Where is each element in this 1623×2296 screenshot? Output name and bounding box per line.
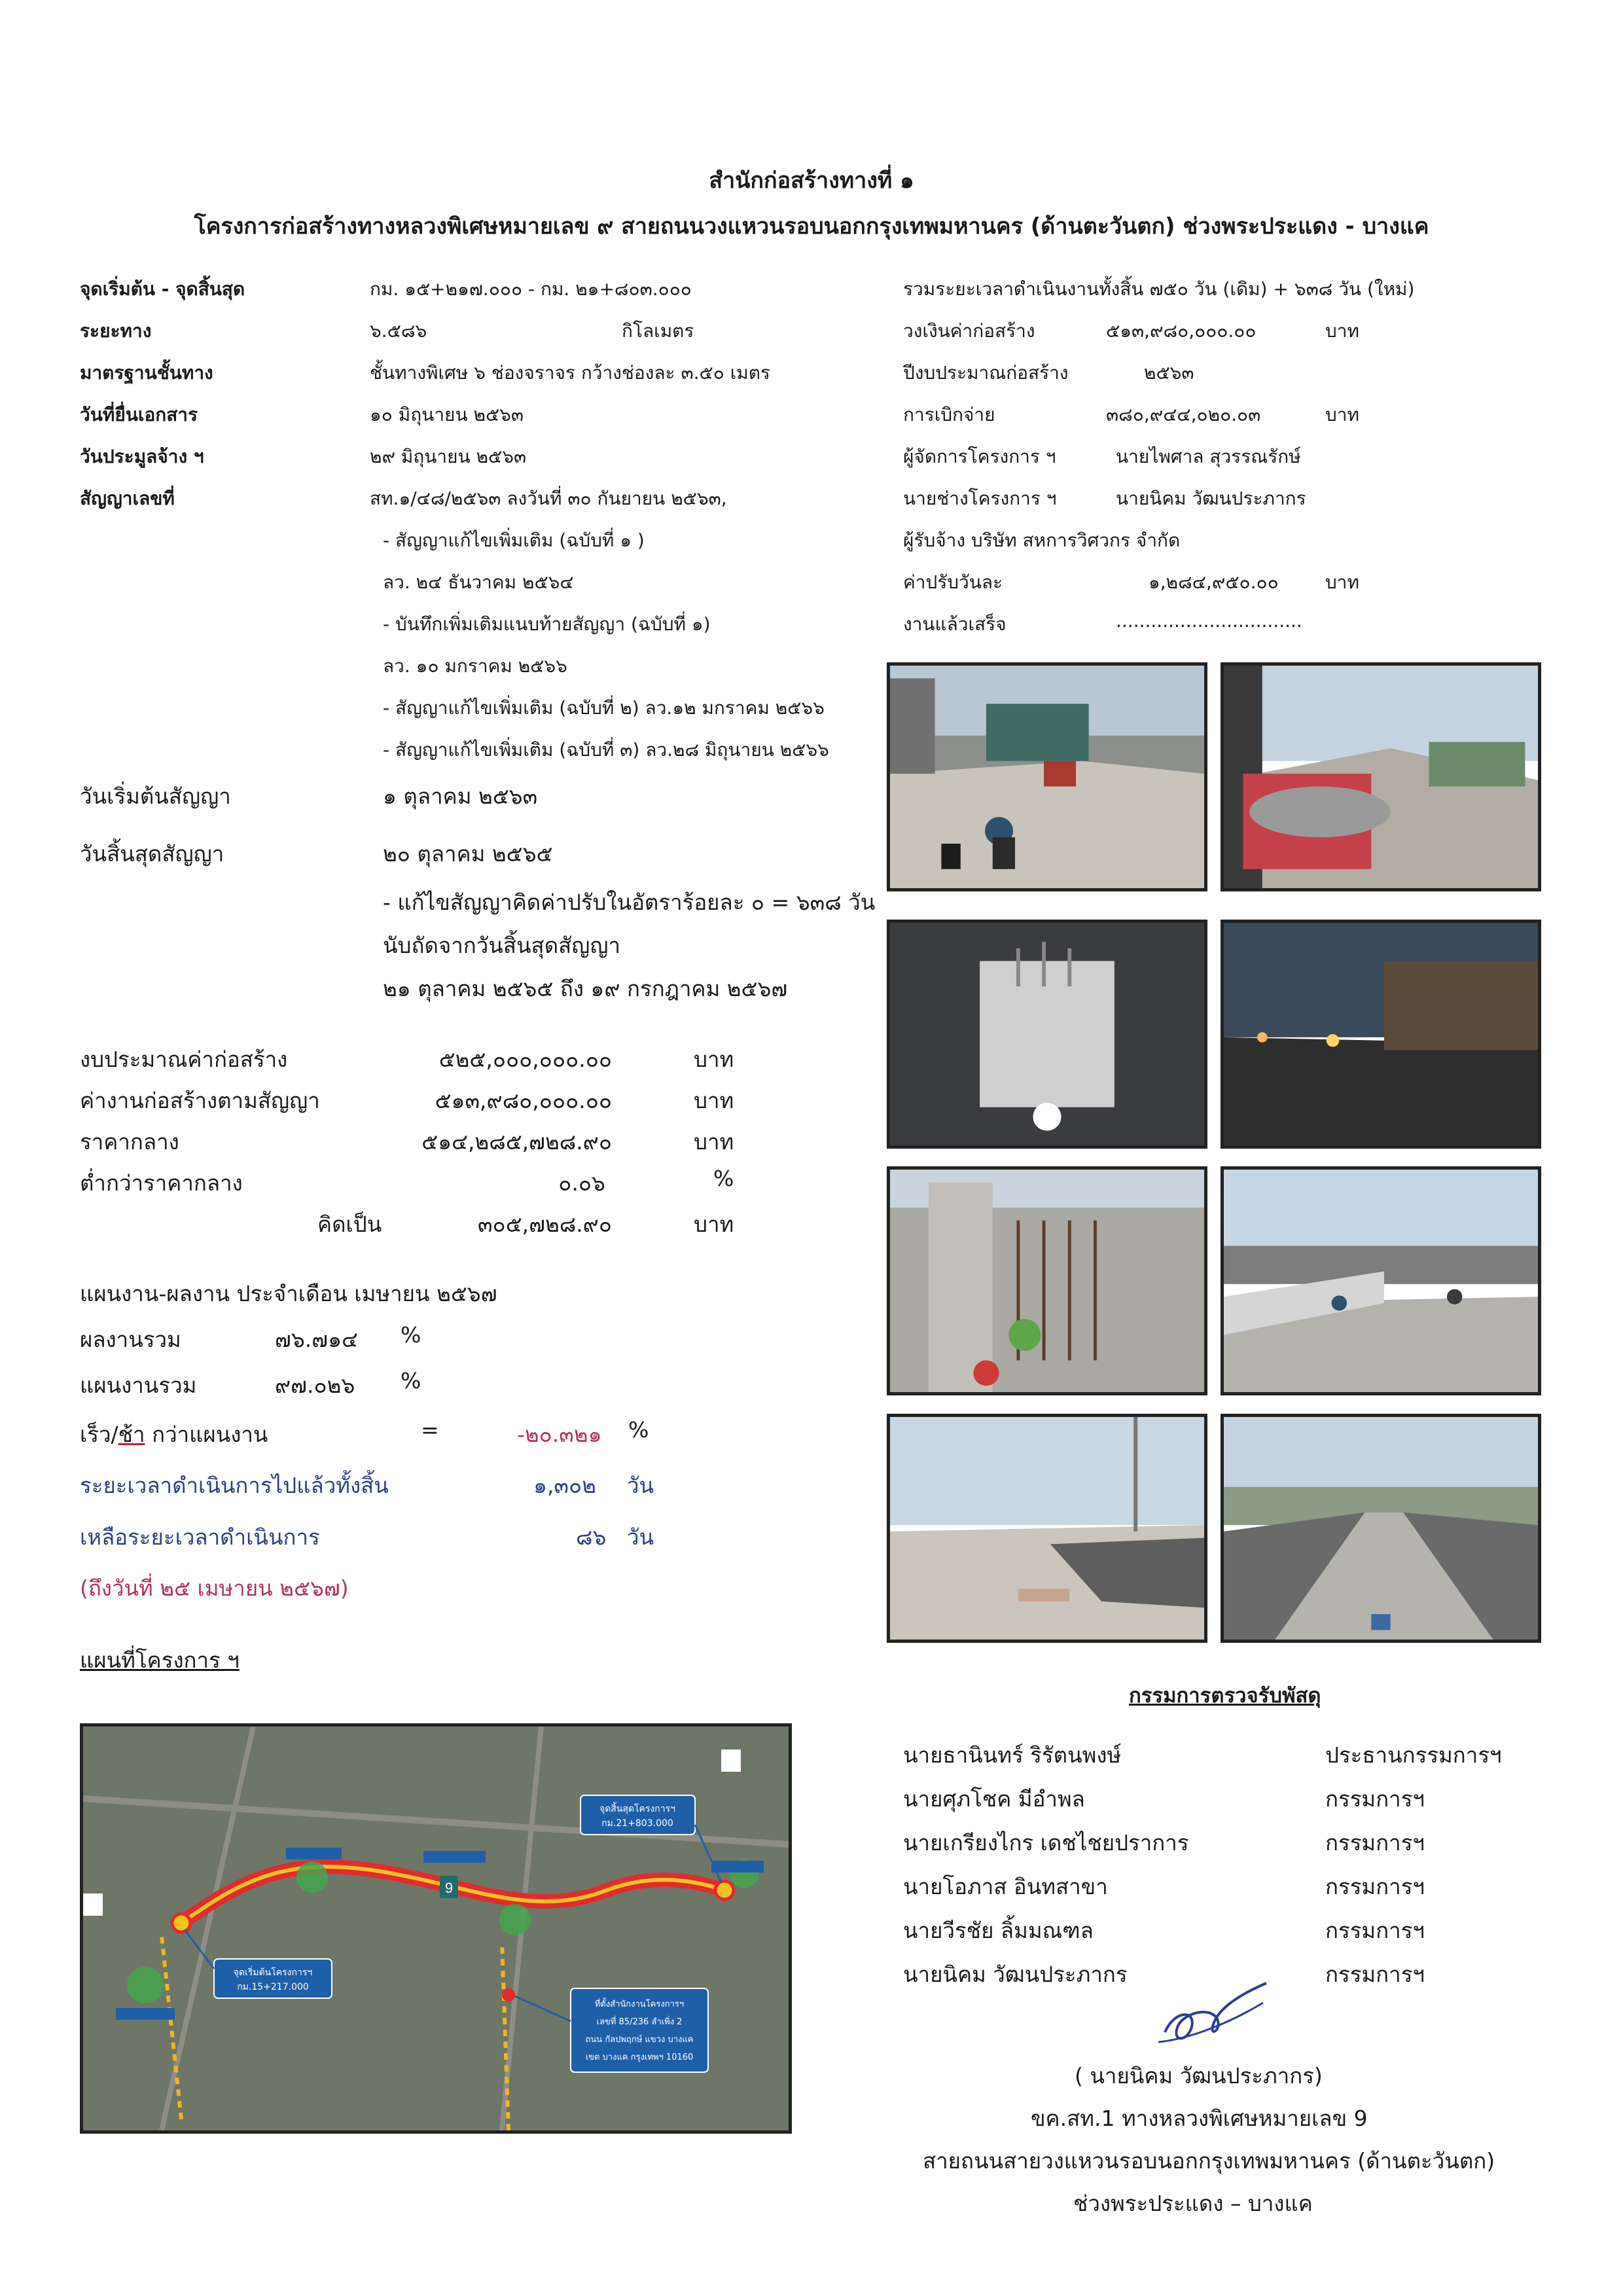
site-photo-7 (887, 1414, 1207, 1643)
diff-equals: = (421, 1417, 439, 1443)
site-photo-5 (887, 1166, 1207, 1395)
map-heading: แผนที่โครงการ ฯ (80, 1647, 240, 1673)
start-box-line: กม.15+217.000 (237, 1982, 309, 1992)
amount-unit: บาท (1325, 320, 1359, 342)
budget-label: ราคากลาง (80, 1129, 179, 1155)
end-box-line: จุดสิ้นสุดโครงการฯ (599, 1804, 676, 1814)
site-photo-3 (887, 920, 1207, 1149)
contract-start-label: วันเริ่มต้นสัญญา (80, 783, 231, 809)
disburse-unit: บาท (1325, 404, 1359, 425)
contract-label: สัญญาเลขที่ (80, 488, 175, 509)
budget-unit: บาท (694, 1129, 734, 1155)
bid-value: ๒๙ มิถุนายน ๒๕๖๓ (370, 446, 527, 467)
penalty-line: ๒๑ ตุลาคม ๒๕๖๕ ถึง ๑๙ กรกฎาคม ๒๕๖๗ (383, 976, 788, 1001)
actual-unit: % (401, 1322, 421, 1348)
planned-unit: % (401, 1368, 421, 1393)
budget-unit: % (713, 1166, 734, 1191)
total-time: รวมระยะเวลาดำเนินงานทั้งสิ้น ๗๕๐ วัน (เดิม) + ๖๓๘ วัน (ใหม่) (903, 278, 1415, 300)
end-point-icon (715, 1881, 734, 1899)
done-label: งานแล้วเสร็จ (903, 613, 1007, 635)
submit-label: วันที่ยื่นเอกสาร (80, 404, 198, 425)
diff-value: -๒๐.๓๒๑ (517, 1422, 602, 1447)
member-name: นายนิคม วัฒนประภากร (903, 1962, 1128, 1987)
budget-value: ๓๐๕,๗๒๘.๙๐ (478, 1211, 612, 1237)
contract-end-label: วันสิ้นสุดสัญญา (80, 841, 224, 867)
signer-title: สายถนนสายวงแหวนรอบนอกกรุงเทพมหานคร (ด้านตะวันตก) (923, 2148, 1495, 2174)
diff-label (80, 1417, 268, 1452)
budget-unit: บาท (694, 1047, 734, 1072)
site-photo-6 (1221, 1166, 1541, 1395)
budget-value: ๕๑๓,๙๘๐,๐๐๐.๐๐ (435, 1088, 612, 1113)
member-role: กรรมการฯ (1325, 1874, 1425, 1899)
member-name: นายธานินทร์ ริรัตนพงษ์ (903, 1742, 1122, 1768)
signer-title: ช่วงพระประแดง – บางแค (1073, 2191, 1313, 2216)
contract-line: ลว. ๒๔ ธันวาคม ๒๕๖๔ (383, 571, 574, 593)
actual-value: ๗๖.๗๑๔ (275, 1327, 358, 1352)
planned-value: ๙๗.๐๒๖ (275, 1372, 355, 1398)
penalty-line: - แก้ไขสัญญาคิดค่าปรับในอัตราร้อยละ ๐ = ๖๓๘ วัน (383, 889, 876, 915)
office-box-line: เลขที่ 85/236 ลำเพิ่ง 2 (596, 2017, 683, 2027)
disburse-label: การเบิกจ่าย (903, 404, 995, 425)
contractor: ผู้รับจ้าง บริษัท สหการวิศวกร จำกัด (903, 529, 1181, 551)
office-box-line: ถนน กัลปพฤกษ์ แขวง บางแค (585, 2035, 694, 2045)
distance-label: ระยะทาง (80, 320, 152, 342)
elapsed-value: ๑,๓๐๒ (533, 1473, 596, 1498)
contract-line: - สัญญาแก้ไขเพิ่มเติม (ฉบับที่ ๒) ลว.๑๒ มกราคม ๒๕๖๖ (383, 697, 825, 719)
office-title: สำนักก่อสร้างทางที่ ๑ (709, 168, 914, 194)
end-box-line: กม.21+803.000 (601, 1818, 673, 1829)
diff-unit: % (628, 1417, 649, 1443)
actual-label: ผลงานรวม (80, 1327, 181, 1352)
fiscal-label: ปีงบประมาณก่อสร้าง (903, 362, 1069, 384)
contract-line: สท.๑/๔๘/๒๕๖๓ ลงวันที่ ๓๐ กันยายน ๒๕๖๓, (370, 488, 727, 509)
office-pin-icon (502, 1988, 515, 2001)
contract-line: - สัญญาแก้ไขเพิ่มเติม (ฉบับที่ ๑ ) (383, 529, 645, 551)
contract-end-value: ๒๐ ตุลาคม ๒๕๖๕ (383, 841, 553, 867)
diff-label-fast: เร็ว/ (80, 1422, 118, 1447)
as-of-date: (ถึงวันที่ ๒๕ เมษายน ๒๕๖๗) (80, 1575, 349, 1601)
member-role: กรรมการฯ (1325, 1830, 1425, 1856)
member-name: นายศุภโชค มีอำพล (903, 1786, 1085, 1812)
site-photo-2 (1221, 662, 1541, 891)
disburse-value: ๓๘๐,๙๔๔,๐๒๐.๐๓ (1106, 404, 1261, 425)
member-name: นายโอภาส อินทสาขา (903, 1874, 1108, 1899)
fine-value: ๑,๒๘๔,๙๕๐.๐๐ (1149, 571, 1279, 593)
fiscal-value: ๒๕๖๓ (1144, 362, 1194, 384)
budget-value: ๐.๐๖ (558, 1170, 605, 1196)
member-name: นายเกรียงไกร เดชไชยปราการ (903, 1830, 1189, 1856)
contract-start-value: ๑ ตุลาคม ๒๕๖๓ (383, 783, 538, 809)
submit-value: ๑๐ มิถุนายน ๒๕๖๓ (370, 404, 524, 425)
member-role: กรรมการฯ (1325, 1786, 1425, 1812)
contract-line: - สัญญาแก้ไขเพิ่มเติม (ฉบับที่ ๓) ลว.๒๘ มิถุนายน ๒๕๖๖ (383, 739, 829, 761)
standard-label: มาตรฐานชั้นทาง (80, 362, 213, 384)
manager-value: นายไพศาล สุวรรณรักษ์ (1116, 446, 1301, 467)
distance-value: ๖.๕๘๖ (370, 320, 427, 342)
elapsed-unit: วัน (627, 1473, 654, 1498)
site-photo-1 (887, 662, 1207, 891)
start-point-icon (172, 1914, 190, 1932)
plan-heading: แผนงาน-ผลงาน ประจำเดือน เมษายน ๒๕๖๗ (80, 1281, 497, 1306)
budget-value: ๕๒๕,๐๐๐,๐๐๐.๐๐ (438, 1047, 612, 1072)
fine-unit: บาท (1325, 571, 1359, 593)
fine-label: ค่าปรับวันละ (903, 571, 1003, 593)
signer-name: ( นายนิคม วัฒนประภากร) (1075, 2063, 1323, 2089)
signer-title: ขค.สท.1 ทางหลวงพิเศษหมายเลข 9 (1031, 2106, 1368, 2131)
bid-label: วันประมูลจ้าง ฯ (80, 446, 204, 467)
project-title: โครงการก่อสร้างทางหลวงพิเศษหมายเลข ๙ สายถนนวงแหวนรอบนอกกรุงเทพมหานคร (ด้านตะวันตก) ช่วงพระประแดง - บางแค (194, 213, 1429, 240)
member-role: กรรมการฯ (1325, 1918, 1425, 1943)
contract-line: - บันทึกเพิ่มเติมแนบท้ายสัญญา (ฉบับที่ ๑) (383, 613, 711, 635)
budget-label: ต่ำกว่าราคากลาง (80, 1170, 243, 1196)
elapsed-label: ระยะเวลาดำเนินการไปแล้วทั้งสิ้น (80, 1473, 389, 1498)
member-role: กรรมการฯ (1325, 1962, 1425, 1987)
project-map (80, 1723, 792, 2134)
map-graphic (83, 1727, 789, 2130)
penalty-line: นับถัดจากวันสิ้นสุดสัญญา (383, 933, 621, 958)
standard-value: ชั้นทางพิเศษ ๖ ช่องจราจร กว้างช่องละ ๓.๕๐ เมตร (370, 362, 770, 384)
start-box-line: จุดเริ่มต้นโครงการฯ (233, 1967, 313, 1978)
budget-label: งบประมาณค่าก่อสร้าง (80, 1047, 288, 1072)
amount-label: วงเงินค่าก่อสร้าง (903, 320, 1035, 342)
committee-heading: กรรมการตรวจรับพัสดุ (1129, 1684, 1321, 1708)
office-box-line: เขต บางแค กรุงเทพฯ 10160 (585, 2053, 694, 2062)
done-value: ................................ (1116, 610, 1302, 632)
remain-label: เหลือระยะเวลาดำเนินการ (80, 1524, 320, 1550)
budget-label: คิดเป็น (317, 1211, 382, 1237)
planned-label: แผนงานรวม (80, 1372, 197, 1398)
diff-label-slow: ช้า (118, 1422, 145, 1447)
remain-unit: วัน (627, 1524, 654, 1550)
budget-value: ๕๑๔,๒๘๕,๗๒๘.๙๐ (421, 1129, 612, 1155)
office-box-line: ที่ตั้งสำนักงานโครงการฯ (594, 2000, 685, 2009)
route-number: 9 (444, 1880, 454, 1896)
remain-value: ๘๖ (576, 1524, 607, 1550)
manager-label: ผู้จัดการโครงการ ฯ (903, 446, 1056, 467)
member-role: ประธานกรรมการฯ (1325, 1742, 1502, 1768)
member-name: นายวีรชัย ลิ้มมณฑล (903, 1918, 1094, 1943)
site-photo-4 (1221, 920, 1541, 1149)
budget-label: ค่างานก่อสร้างตามสัญญา (80, 1088, 320, 1113)
engineer-label: นายช่างโครงการ ฯ (903, 488, 1057, 509)
site-photo-8 (1221, 1414, 1541, 1643)
distance-unit: กิโลเมตร (622, 320, 694, 342)
amount-value: ๕๑๓,๙๘๐,๐๐๐.๐๐ (1106, 320, 1257, 342)
contract-line: ลว. ๑๐ มกราคม ๒๕๖๖ (383, 655, 567, 677)
diff-label-rest: กว่าแผนงาน (145, 1422, 268, 1447)
start-end-label: จุดเริ่มต้น - จุดสิ้นสุด (80, 278, 245, 300)
budget-unit: บาท (694, 1211, 734, 1237)
signature (1152, 1977, 1270, 2055)
start-end-value: กม. ๑๕+๒๑๗.๐๐๐ - กม. ๒๑+๘๐๓.๐๐๐ (370, 278, 692, 300)
budget-unit: บาท (694, 1088, 734, 1113)
engineer-value: นายนิคม วัฒนประภากร (1116, 488, 1306, 509)
